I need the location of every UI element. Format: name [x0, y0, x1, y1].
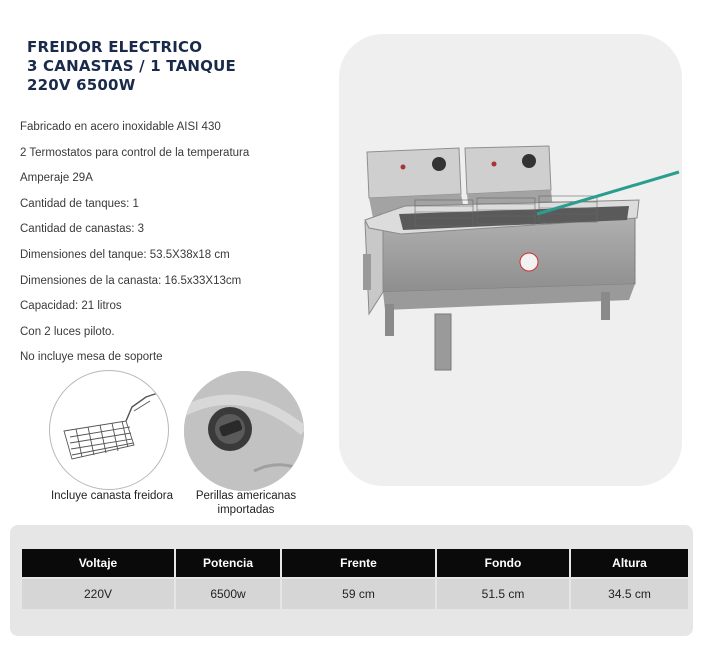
feature-item: Fabricado en acero inoxidable AISI 430	[20, 121, 221, 133]
knob-thumbnail	[184, 371, 304, 491]
feature-list	[20, 120, 249, 376]
header-frente: Frente	[282, 549, 435, 577]
product-title	[27, 38, 236, 95]
value-altura: 34.5 cm	[571, 579, 688, 609]
header-voltaje: Voltaje	[22, 549, 174, 577]
feature-item: Cantidad de canastas: 3	[20, 223, 145, 236]
feature-item: 2 Termostatos para control de la temperatura	[20, 146, 250, 159]
feature-item: Con 2 luces piloto.	[20, 325, 115, 338]
value-voltaje: 220V	[22, 579, 174, 609]
knob-caption	[170, 489, 322, 517]
title-line-3: 220V 6500W	[27, 76, 136, 94]
knob-icon	[184, 371, 304, 491]
header-altura: Altura	[571, 549, 688, 577]
feature-item: Amperaje 29A	[20, 172, 93, 185]
feature-item: Dimensiones de la canasta: 16.5x33X13cm	[20, 274, 242, 287]
specs-value-row	[22, 579, 688, 609]
basket-thumbnail	[49, 370, 169, 490]
value-frente: 59 cm	[282, 579, 435, 609]
feature-item: No incluye mesa de soporte	[20, 351, 163, 364]
feature-item: Dimensiones del tanque: 53.5X38x18 cm	[20, 248, 230, 261]
title-line-2: 3 CANASTAS / 1 TANQUE	[27, 57, 236, 75]
feature-item: Capacidad: 21 litros	[20, 300, 122, 313]
fryer-illustration	[339, 34, 682, 486]
header-potencia: Potencia	[176, 549, 280, 577]
value-fondo: 51.5 cm	[437, 579, 569, 609]
specs-header-row	[22, 549, 688, 577]
specs-table	[20, 547, 690, 611]
title-line-1: FREIDOR ELECTRICO	[27, 38, 203, 56]
header-fondo: Fondo	[437, 549, 569, 577]
fry-basket-icon	[50, 371, 168, 489]
knob-caption-line-1: Perillas americanas	[195, 490, 297, 502]
product-photo-card	[339, 34, 682, 486]
basket-caption: Incluye canasta freidora	[50, 490, 174, 502]
knob-caption-line-2: importadas	[217, 504, 275, 516]
feature-item: Cantidad de tanques: 1	[20, 197, 139, 210]
value-potencia: 6500w	[176, 579, 280, 609]
